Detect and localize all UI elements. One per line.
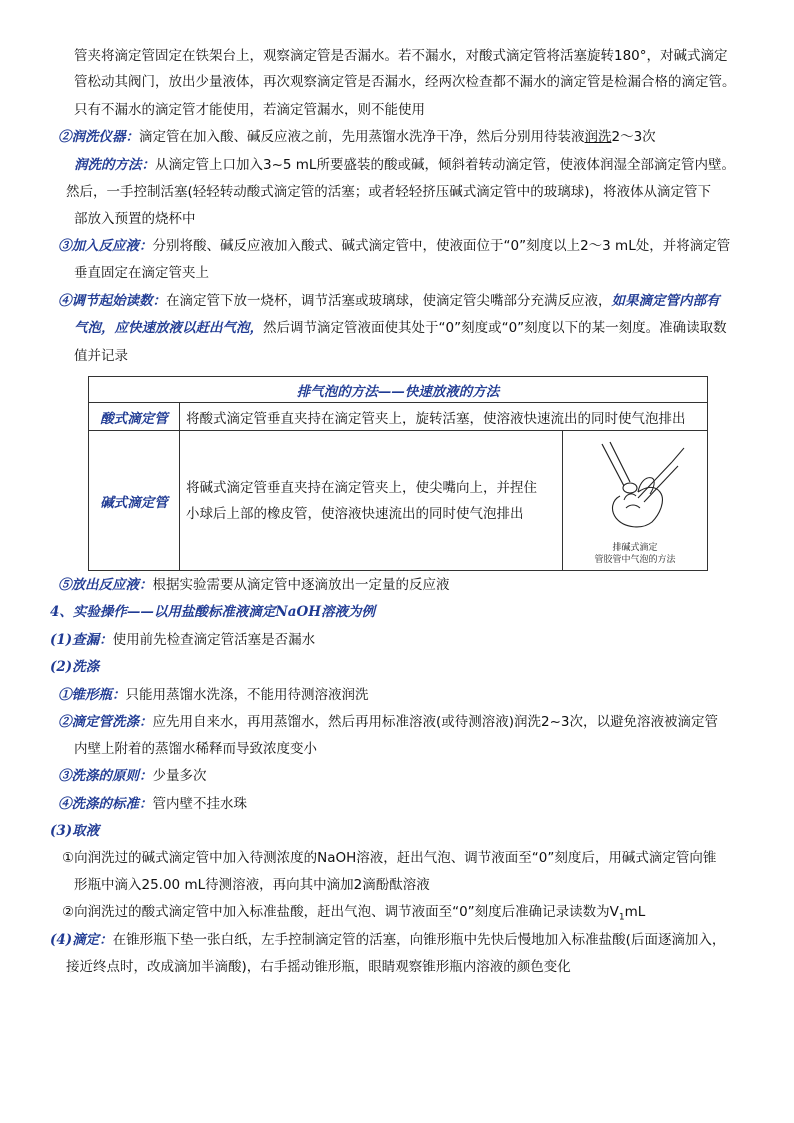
step-label: ③洗涤的原则： bbox=[58, 768, 153, 784]
wash-principle bbox=[58, 766, 207, 786]
text-line: 形瓶中滴入25.00 mL待测溶液，再向其中滴加2滴酚酞溶液 bbox=[74, 877, 430, 893]
text-line: ①向润洗过的碱式滴定管中加入待测浓度的NaOH溶液，赶出气泡、调节液面至“0”刻度后，用碱式滴定管向锥 bbox=[62, 850, 717, 866]
section-heading: 4、实验操作——以用盐酸标准液滴定NaOH溶液为例 bbox=[50, 604, 375, 620]
step-add-liquid bbox=[58, 236, 730, 256]
step-text: 2～3次 bbox=[611, 129, 656, 145]
text-line: 只有不漏水的滴定管才能使用，若滴定管漏水，则不能使用 bbox=[74, 102, 425, 118]
check-leak bbox=[50, 630, 315, 650]
text-line bbox=[74, 318, 727, 338]
step-label: ④调节起始读数： bbox=[58, 293, 166, 309]
underlined-text: 润洗 bbox=[584, 129, 612, 145]
row-text-acid-burette: 将酸式滴定管垂直夹持在滴定管夹上，旋转活塞，使溶液快速流出的同时使气泡排出 bbox=[180, 403, 708, 431]
titration-step bbox=[50, 930, 725, 950]
text-line: 管松动其阀门，放出少量液体，再次观察滴定管是否漏水，经两次检查都不漏水的滴定管是检漏合格的滴定管。 bbox=[74, 74, 736, 90]
step-label: ①锥形瓶： bbox=[58, 687, 126, 703]
text-line: 管夹将滴定管固定在铁架台上，观察滴定管是否漏水。若不漏水，对酸式滴定管将活塞旋转180°，对碱式滴定 bbox=[74, 48, 728, 64]
step-label: ④洗涤的标准： bbox=[58, 796, 153, 812]
step-text: 管内壁不挂水珠 bbox=[152, 796, 247, 812]
step-text: ②向润洗过的酸式滴定管中加入标准盐酸，赶出气泡、调节液面至“0”刻度后准确记录读数为V bbox=[62, 904, 619, 920]
base-burette-hand-illustration bbox=[580, 438, 690, 538]
table-header: 排气泡的方法——快速放液的方法 bbox=[89, 377, 708, 403]
step-text: 只能用蒸馏水洗涤，不能用待测溶液润洗 bbox=[125, 687, 369, 703]
step-rinse bbox=[58, 127, 656, 147]
figure-cell bbox=[563, 431, 708, 571]
figure-caption: 排碱式滴定 bbox=[612, 543, 658, 553]
take-liquid-heading: (3)取液 bbox=[50, 823, 100, 839]
step-text: 然后调节滴定管液面使其处于“0”刻度或“0”刻度以下的某一刻度。准确读取数 bbox=[263, 320, 727, 336]
step-text: 使用前先检查滴定管活塞是否漏水 bbox=[112, 632, 316, 648]
step-adjust-reading bbox=[58, 291, 720, 311]
bubble-removal-table bbox=[88, 376, 708, 571]
subscript: 1 bbox=[618, 912, 625, 923]
step-text: 在锥形瓶下垫一张白纸，左手控制滴定管的活塞，向锥形瓶中先快后慢地加入标准盐酸(后面逐滴加入， bbox=[112, 932, 726, 948]
row-text-base-burette bbox=[180, 431, 563, 571]
highlight-text: 如果滴定管内部有 bbox=[611, 293, 720, 309]
wash-heading: (2)洗涤 bbox=[50, 659, 100, 675]
text-line: 然后，一手控制活塞(轻轻转动酸式滴定管的活塞；或者轻轻挤压碱式滴定管中的玻璃球)，将液体从滴定管下 bbox=[66, 184, 712, 200]
step-text: 应先用自来水，再用蒸馏水，然后再用标准溶液(或待测溶液)润洗2~3次，以避免溶液被滴定管 bbox=[152, 714, 719, 730]
text-line bbox=[62, 902, 645, 928]
row-label-base-burette: 碱式滴定管 bbox=[89, 431, 180, 571]
rinse-method bbox=[74, 155, 735, 175]
wash-burette bbox=[58, 712, 718, 732]
step-text: 根据实验需要从滴定管中逐滴放出一定量的反应液 bbox=[152, 577, 450, 593]
cell-line: 将碱式滴定管垂直夹持在滴定管夹上，使尖嘴向上，并捏住 bbox=[186, 479, 537, 496]
text-line: 部放入预置的烧杯中 bbox=[74, 211, 196, 227]
step-label: (1)查漏： bbox=[50, 632, 113, 648]
text-line: 垂直固定在滴定管夹上 bbox=[74, 265, 209, 281]
text-line: 接近终点时，改成滴加半滴酸)，右手摇动锥形瓶，眼睛观察锥形瓶内溶液的颜色变化 bbox=[66, 959, 571, 975]
highlight-text: 气泡，应快速放液以赶出气泡， bbox=[74, 320, 263, 336]
step-label: ②滴定管洗涤： bbox=[58, 714, 153, 730]
text-line: 内壁上附着的蒸馏水稀释而导致浓度变小 bbox=[74, 741, 317, 757]
step-label: ②润洗仪器： bbox=[58, 129, 139, 145]
figure-caption: 管胶管中气泡的方法 bbox=[594, 555, 676, 565]
step-text: 滴定管在加入酸、碱反应液之前，先用蒸馏水洗净干净，然后分别用待装液 bbox=[139, 129, 585, 145]
step-text: 在滴定管下放一烧杯，调节活塞或玻璃球，使滴定管尖嘴部分充满反应液， bbox=[166, 293, 612, 309]
step-text: 从滴定管上口加入3~5 mL所要盛装的酸或碱，倾斜着转动滴定管，使液体润湿全部滴定管内壁。 bbox=[155, 157, 735, 173]
step-label: ⑤放出反应液： bbox=[58, 577, 153, 593]
step-text: 少量多次 bbox=[152, 768, 207, 784]
cell-line: 小球后上部的橡皮管，使溶液快速流出的同时使气泡排出 bbox=[186, 505, 524, 522]
step-text: 分别将酸、碱反应液加入酸式、碱式滴定管中，使液面位于“0”刻度以上2～3 mL处，并将滴定管 bbox=[152, 238, 731, 254]
row-label-acid-burette: 酸式滴定管 bbox=[89, 403, 180, 431]
wash-standard bbox=[58, 794, 247, 814]
step-label: 润洗的方法： bbox=[74, 157, 155, 173]
step-label: (4)滴定： bbox=[50, 932, 113, 948]
step-text: mL bbox=[624, 904, 646, 920]
step-dispense bbox=[58, 575, 450, 595]
text-line: 值并记录 bbox=[74, 348, 128, 364]
wash-flask bbox=[58, 685, 369, 705]
step-label: ③加入反应液： bbox=[58, 238, 153, 254]
